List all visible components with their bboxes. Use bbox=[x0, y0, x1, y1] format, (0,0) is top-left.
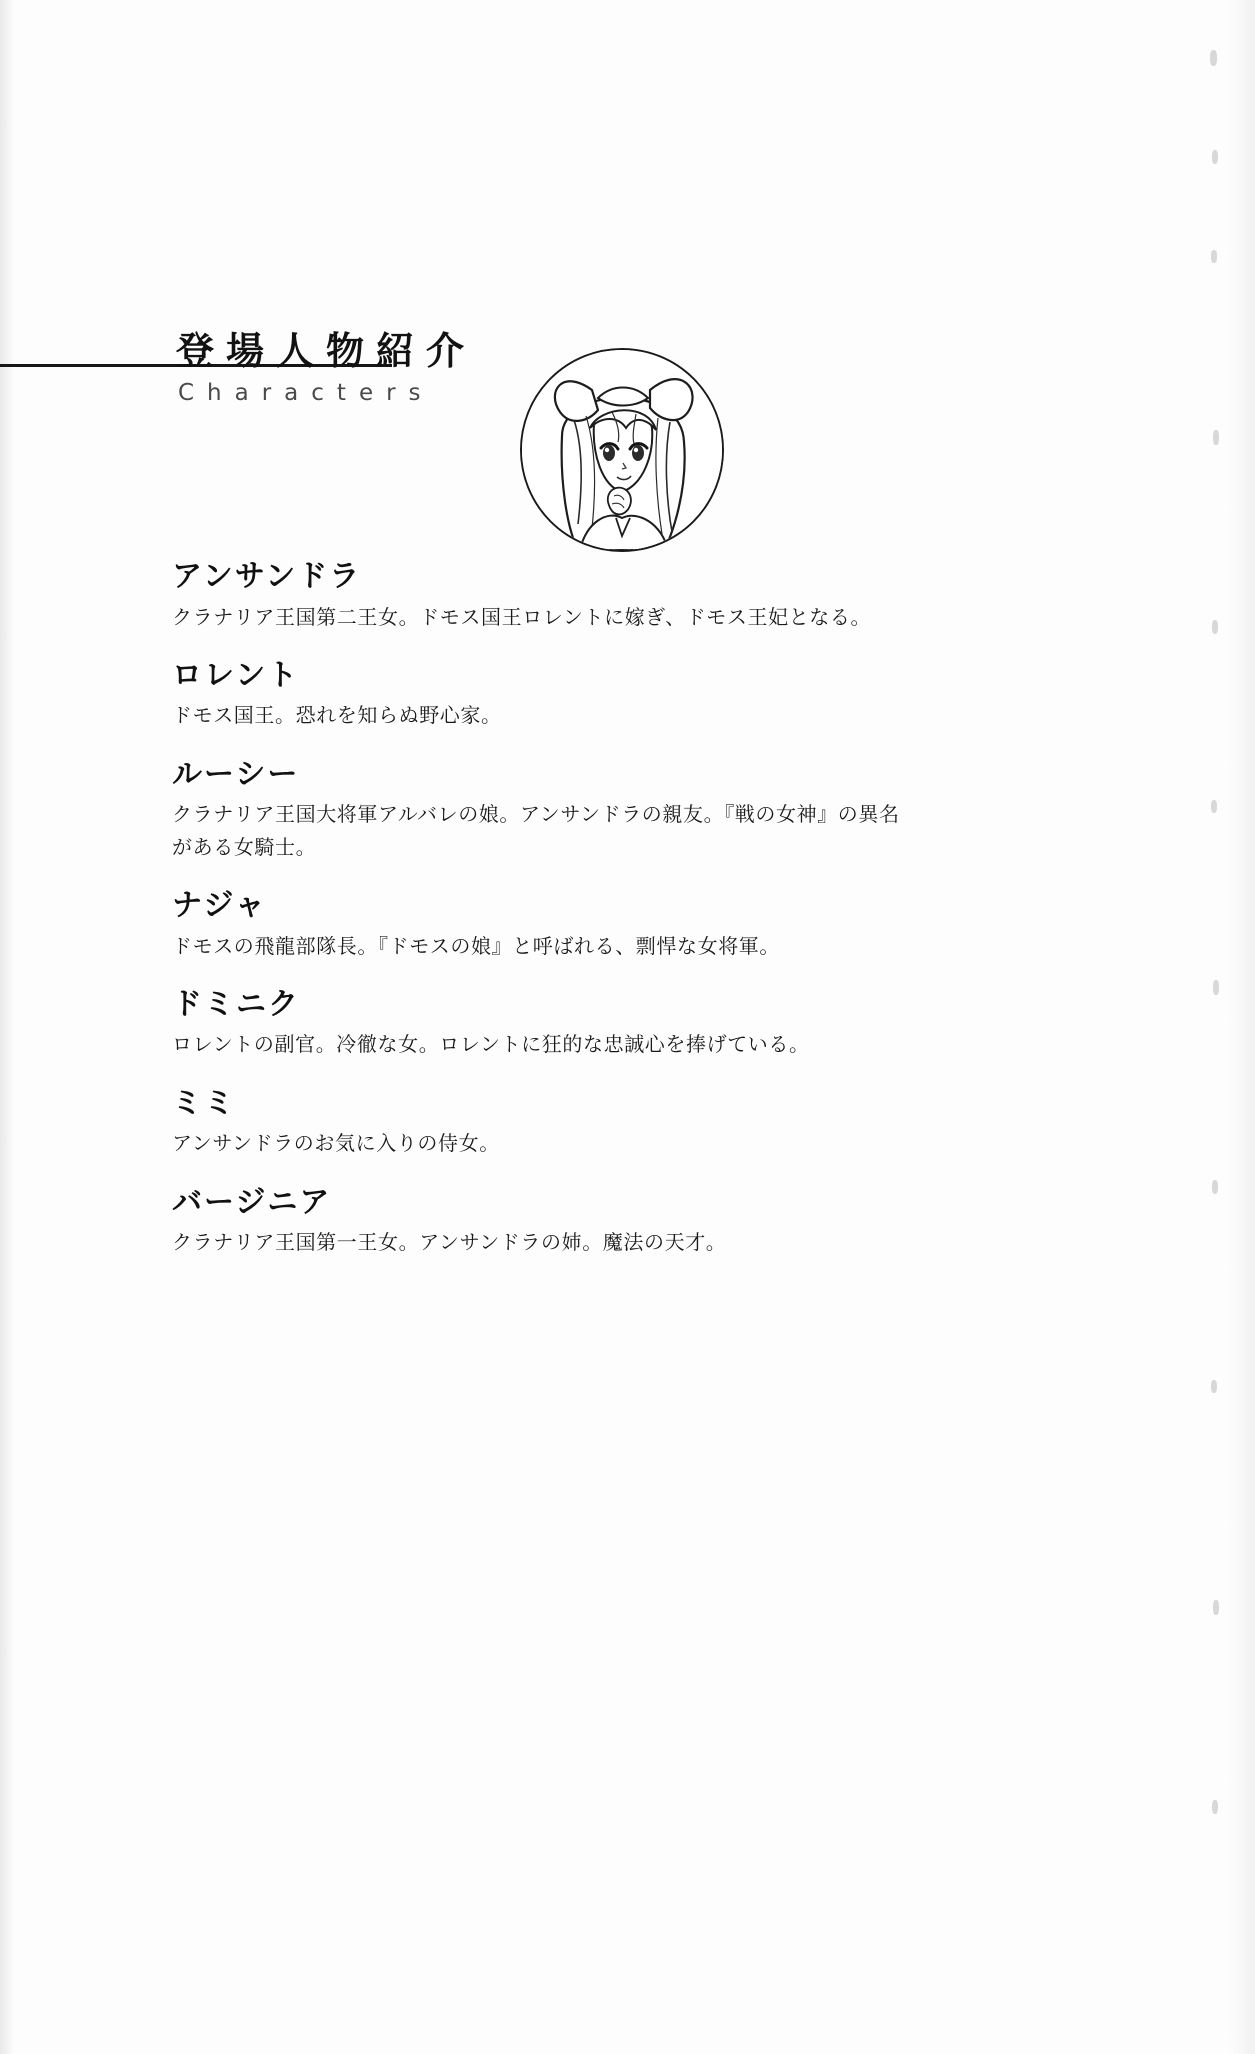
character-description: アンサンドラのお気に入りの侍女。 bbox=[172, 1131, 500, 1156]
list-item bbox=[172, 758, 932, 863]
page-title: 登場人物紹介 bbox=[176, 329, 477, 373]
character-description: クラナリア王国第二王女。ドモス国王ロレントに嫁ぎ、ドモス王妃となる。 bbox=[172, 604, 872, 629]
page-subtitle: Characters bbox=[178, 380, 434, 406]
scan-speck bbox=[1210, 50, 1217, 66]
scan-speck bbox=[1212, 150, 1218, 164]
character-description: クラナリア王国第一王女。アンサンドラの姉。魔法の天才。 bbox=[172, 1230, 727, 1255]
scan-speck bbox=[1212, 1180, 1218, 1194]
girl-portrait-icon bbox=[522, 350, 722, 550]
character-name: ミミ bbox=[172, 1085, 236, 1121]
scan-speck bbox=[1211, 250, 1217, 263]
list-item bbox=[172, 659, 932, 732]
character-description: ドモスの飛龍部隊長。『ドモスの娘』と呼ばれる、剽悍な女将軍。 bbox=[172, 933, 780, 958]
scan-speck bbox=[1212, 620, 1218, 634]
list-item bbox=[172, 560, 932, 633]
character-list bbox=[172, 560, 932, 1285]
scan-speck bbox=[1213, 1600, 1219, 1615]
scan-speck bbox=[1212, 1800, 1218, 1814]
list-item bbox=[172, 889, 932, 962]
list-item bbox=[172, 988, 932, 1061]
scan-speck bbox=[1213, 430, 1219, 445]
character-name: アンサンドラ bbox=[172, 559, 362, 594]
character-name: ドミニク bbox=[172, 986, 300, 1022]
list-item bbox=[172, 1087, 932, 1160]
character-portrait bbox=[520, 348, 724, 552]
character-name: バージニア bbox=[172, 1184, 332, 1220]
scan-speck bbox=[1213, 980, 1219, 995]
character-name: ロレント bbox=[172, 657, 300, 693]
character-name: ルーシー bbox=[172, 756, 300, 792]
character-description: ドモス国王。恐れを知らぬ野心家。 bbox=[172, 703, 502, 728]
character-description: ロレントの副官。冷徹な女。ロレントに狂的な忠誠心を捧げている。 bbox=[172, 1032, 810, 1057]
scan-speck bbox=[1211, 1380, 1217, 1393]
character-name: ナジャ bbox=[172, 888, 267, 924]
page-edge-shadow bbox=[1229, 0, 1255, 2054]
character-description: クラナリア王国大将軍アルバレの娘。アンサンドラの親友。『戦の女神』の異名がある女騎士。 bbox=[172, 802, 900, 859]
scan-speck bbox=[1211, 800, 1217, 813]
list-item bbox=[172, 1186, 932, 1259]
